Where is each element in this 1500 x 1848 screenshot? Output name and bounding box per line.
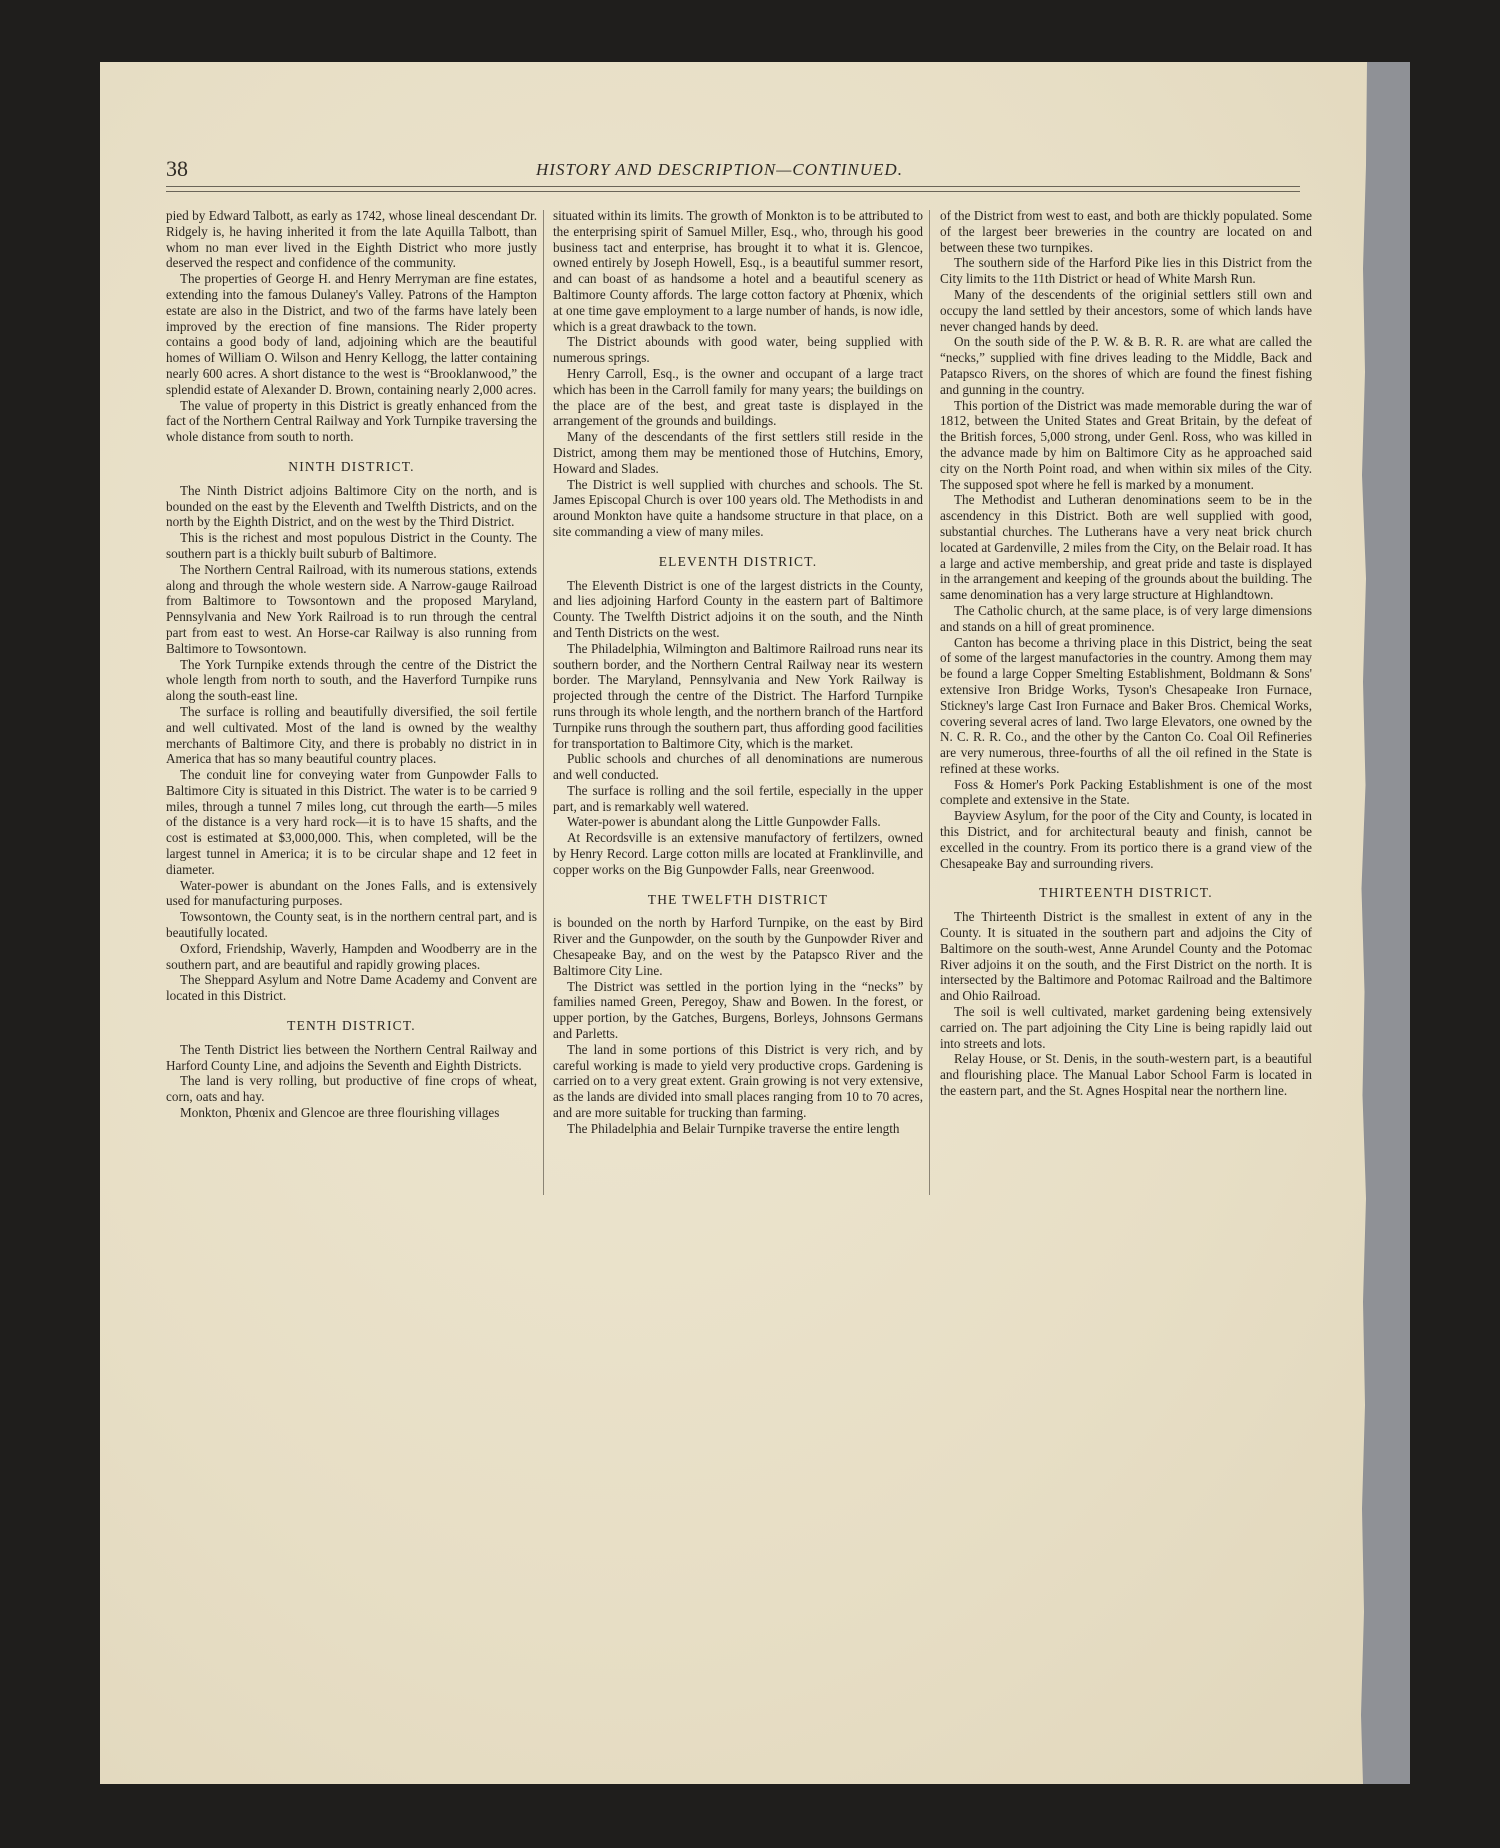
torn-page-edge — [1360, 62, 1410, 1784]
paragraph: The Eleventh District is one of the largest districts in the County, and lies adjoining Harford County in the eastern part of Baltimore County. The Twelfth District adjoins it on the south, and the Ninth and Tenth Districts on the west. — [553, 577, 923, 640]
paragraph: The Tenth District lies between the Northern Central Railway and Harford County Line, and adjoins the Seventh and Eighth Districts. — [166, 1041, 537, 1073]
section-heading-thirteenth-district: THIRTEENTH DISTRICT. — [1039, 885, 1213, 901]
paragraph: The District is well supplied with churches and schools. The St. James Episcopal Church is over 100 years old. The Methodists in and around Monkton have quite a handsome structure in that place, on a site commanding a view of many miles. — [553, 476, 923, 539]
paragraph: Water-power is abundant on the Jones Falls, and is extensively used for manufacturing purposes. — [166, 877, 537, 909]
header-rule — [166, 186, 1300, 187]
column-middle — [553, 208, 923, 1137]
paragraph: The Methodist and Lutheran denominations seem to be in the ascendency in this District. Both are well supplied with good, substantial churches. The Lutherans have a very neat brick church located at Gardenville, 2 miles from the City, on the Belair road. It has a large and active membership, and great pride and taste is displayed in the arrangement and keeping of the grounds about the building. The same denomination has a very large structure at Highlandtown. — [940, 492, 1312, 603]
paragraph: Henry Carroll, Esq., is the owner and occupant of a large tract which has been in the Carroll family for many years; the buildings on the place are of the best, and great taste is displayed in the arrangement of the grounds and buildings. — [553, 365, 923, 429]
section-heading-ninth-district: NINTH DISTRICT. — [288, 458, 415, 474]
paragraph: The District abounds with good water, being supplied with numerous springs. — [553, 334, 923, 366]
paragraph: The surface is rolling and beautifully diversified, the soil fertile and well cultivated. Most of the land is owned by the wealthy merchants of Baltimore City, and there is probably no district in in America that has so many beautiful country places. — [166, 703, 537, 767]
paragraph: situated within its limits. The growth of Monkton is to be attributed to the enterprising spirit of Samuel Miller, Esq., who, through his good business tact and enterprise, has brought it to what it is. Glencoe, owned entirely by Joseph Howell, Esq., is a beautiful summer resort, and can boast of as handsome a hotel and a beautiful scenery as Baltimore County affords. The large cotton factory at Phœnix, which at one time gave employment to a large number of hands, is now idle, which is a great drawback to the town. — [553, 208, 923, 334]
paragraph: At Recordsville is an extensive manufactory of fertilzers, owned by Henry Record. Large cotton mills are located at Franklinville, and copper works on the Big Gunpowder Falls, near Greenwood. — [553, 830, 923, 877]
paragraph: Bayview Asylum, for the poor of the City and County, is located in this District, and for architectural beauty and finish, cannot be excelled in the country. From its portico there is a grand view of the Chesapeake Bay and surrounding rivers. — [940, 808, 1312, 871]
paragraph: The properties of George H. and Henry Merryman are fine estates, extending into the famous Dulaney's Valley. Patrons of the Hampton estate are also in the District, and two of the farms have lately been improved by the erection of fine mansions. The Rider property contains a good body of land, adjoining which are the beautiful homes of William O. Wilson and Henry Kellogg, the latter containing nearly 600 acres. A short distance to the west is “Brooklanwood,” the splendid estate of Alexander D. Brown, containing nearly 2,000 acres. — [166, 271, 537, 397]
section-heading-eleventh-district: ELEVENTH DISTRICT. — [658, 553, 818, 569]
running-head: HISTORY AND DESCRIPTION—CONTINUED. — [536, 160, 903, 179]
column-left — [166, 208, 537, 1121]
paragraph: The conduit line for conveying water from Gunpowder Falls to Baltimore City is situated in this District. The water is to be carried 9 miles, through a tunnel 7 miles long, cut through the earth—5 miles of the distance is a very hard rock—it is to have 15 shafts, and the cost is estimated at $3,000,000. This, when completed, will be the largest tunnel in America; it is to be circular shape and 12 feet in diameter. — [166, 767, 537, 877]
paragraph: pied by Edward Talbott, as early as 1742, whose lineal descendant Dr. Ridgely is, he having inherited it from the late Aquilla Talbott, than whom no man ever lived in the Eighth District who more justly deserved the respect and confidence of the community. — [166, 208, 537, 271]
paragraph: Public schools and churches of all denominations are numerous and well conducted. — [553, 751, 923, 783]
paragraph: The surface is rolling and the soil fertile, especially in the upper part, and is remarkably well watered. — [553, 782, 923, 814]
paragraph: Many of the descendants of the first settlers still reside in the District, among them may be mentioned those of Hutchins, Emory, Howard and Slades. — [553, 429, 923, 476]
paragraph: Water-power is abundant along the Little Gunpowder Falls. — [567, 814, 881, 830]
paragraph: The value of property in this District is greatly enhanced from the fact of the Northern Central Railway and York Turnpike traversing the whole distance from south to north. — [166, 397, 538, 445]
paragraph: Foss & Homer's Pork Packing Establishment is one of the most complete and extensive in the State. — [940, 776, 1312, 808]
paragraph: The southern side of the Harford Pike lies in this District from the City limits to the 11th District or head of White Marsh Run. — [940, 255, 1312, 287]
paragraph: is bounded on the north by Harford Turnpike, on the east by Bird River and the Gunpowder, on the south by the Gunpowder River and Chesapeake Bay, and on the west by the Patapsco River and the Baltimore City Line. — [553, 915, 923, 978]
paragraph: This portion of the District was made memorable during the war of 1812, between the United States and Great Britain, by the defeat of the British forces, 5,000 strong, under Genl. Ross, who was killed in the advance made by him on Baltimore City as he approached said city on the North Point road, and when within six miles of the City. The supposed spot where he fell is marked by a monument. — [940, 397, 1312, 492]
paragraph: This is the richest and most populous District in the County. The southern part is a thickly built suburb of Baltimore. — [166, 530, 537, 561]
paragraph: Towsontown, the County seat, is in the northern central part, and is beautifully located. — [166, 909, 537, 941]
paragraph: On the south side of the P. W. & B. R. R. are what are called the “necks,” supplied with fine drives leading to the Middle, Back and Patapsco Rivers, on the shores of which are found the finest fishing and gunning in the country. — [940, 334, 1312, 397]
paragraph: The Catholic church, at the same place, is of very large dimensions and stands on a hill of great prominence. — [940, 602, 1312, 634]
paragraph: The Northern Central Railroad, with its numerous stations, extends along and through the whole western side. A Narrow-gauge Railroad from Baltimore to Towsontown and the proposed Maryland, Pennsylvania and New York Railroad is to run through the central part from east to west. An Horse-car Railway is also running from Baltimore to Towsontown. — [166, 561, 537, 656]
paragraph: Monkton, Phœnix and Glencoe are three flourishing villages — [180, 1105, 500, 1121]
paragraph: The Philadelphia and Belair Turnpike traverse the entire length — [567, 1120, 900, 1136]
paragraph: Relay House, or St. Denis, in the south-western part, is a beautiful and flourishing place. The Manual Labor School Farm is located in the eastern part, and the St. Agnes Hospital near the northern line. — [940, 1051, 1312, 1099]
header-rule-secondary — [166, 191, 1300, 192]
paragraph: of the District from west to east, and both are thickly populated. Some of the largest beer breweries in the country are located on and between these two turnpikes. — [940, 208, 1312, 255]
column-right — [940, 208, 1312, 1099]
column-divider-left — [543, 210, 544, 1195]
page-number: 38 — [166, 156, 188, 181]
paragraph: The land is very rolling, but productive of fine crops of wheat, corn, oats and hay. — [166, 1073, 537, 1105]
paragraph: Many of the descendents of the originial settlers still own and occupy the land settled by their ancestors, some of which lands have never changed hands by deed. — [940, 286, 1312, 334]
paragraph: The land in some portions of this District is very rich, and by careful working is made to yield very productive crops. Gardening is carried on to a very great extent. Grain growing is not very extensive, as the lands are divided into small places ranging from 10 to 70 acres, and are more suitable for trucking than farming. — [553, 1041, 923, 1121]
paragraph: The Philadelphia, Wilmington and Baltimore Railroad runs near its southern border, and the Northern Central Railway near its western border. The Maryland, Pennsylvania and New York Railway is projected through the centre of the District. The Harford Turnpike runs through its whole length, and the northern branch of the Hartford Turnpike runs through the southern part, thus affording good facilities for transportation to Baltimore City, which is the market. — [553, 640, 923, 751]
paragraph: The soil is well cultivated, market gardening being extensively carried on. The part adjoining the City Line is being rapidly laid out into streets and lots. — [940, 1004, 1312, 1051]
paragraph: The York Turnpike extends through the centre of the District the whole length from north to south, and the Haverford Turnpike runs along the south-east line. — [166, 656, 537, 704]
paragraph: The Ninth District adjoins Baltimore City on the north, and is bounded on the east by the Eleventh and Twelfth Districts, and on the north by the Eighth District, and on the west by the Third District. — [166, 482, 537, 530]
section-heading-twelfth-district: THE TWELFTH DISTRICT — [647, 891, 829, 907]
paragraph: The Thirteenth District is the smallest in extent of any in the County. It is situated in the southern part and adjoins the City of Baltimore on the south-west, Anne Arundel County and the Potomac River adjoins it on the south, and the First District on the north. It is intersected by the Baltimore and Potomac Railroad and the Baltimore and Ohio Railroad. — [940, 909, 1312, 1004]
paragraph: Oxford, Friendship, Waverly, Hampden and Woodberry are in the southern part, and are beautiful and rapidly growing places. — [166, 940, 537, 972]
paragraph: Canton has become a thriving place in this District, being the seat of some of the largest manufactories in the country. Among them may be found a large Copper Smelting Establishment, Boldmann & Sons' extensive Iron Bridge Works, Tyson's Chesapeake Iron Furnace, Stickney's large Cast Iron Furnace and Baker Bros. Chemical Works, covering several acres of land. Two large Elevators, one owned by the N. C. R. R. Co., and the other by the Canton Co. Coal Oil Refineries are very numerous, three-fourths of all the oil refined in the State is refined at these works. — [940, 634, 1312, 776]
section-heading-tenth-district: TENTH DISTRICT. — [287, 1018, 416, 1034]
paragraph: The Sheppard Asylum and Notre Dame Academy and Convent are located in this District. — [166, 972, 537, 1004]
column-divider-right — [929, 210, 930, 1195]
page-header — [166, 152, 1300, 184]
paragraph: The District was settled in the portion lying in the “necks” by families named Green, Peregoy, Shaw and Bowen. In the forest, or upper portion, by the Gatches, Burgens, Borleys, Johnsons Germans and Parletts. — [553, 978, 923, 1042]
